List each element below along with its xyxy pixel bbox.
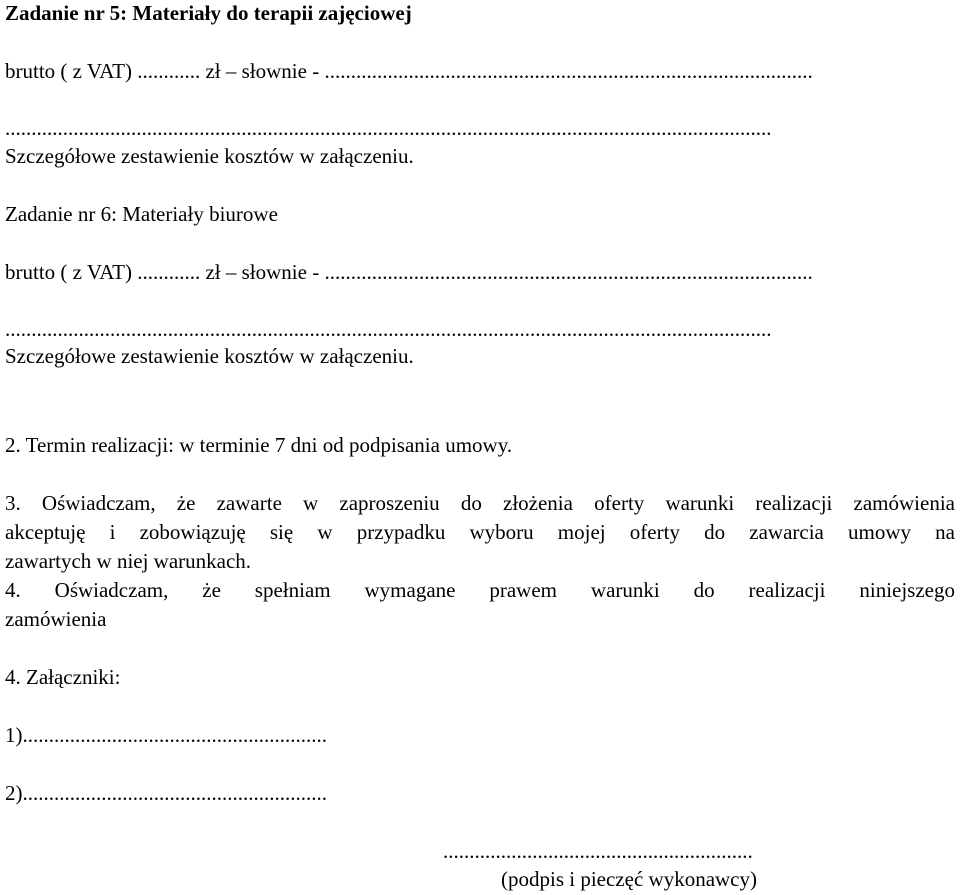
- task6-dots-line: ..................................................................................................................................................: [5, 317, 772, 341]
- attachments-heading: 4. Załączniki:: [5, 665, 121, 689]
- task5-dots-line: ..................................................................................................................................................: [5, 116, 772, 140]
- attachment-item-1: 1)..........................................................: [5, 723, 327, 747]
- section-4-line-1: 4. Oświadczam, że spełniam wymagane prawem warunki do realizacji niniejszego: [5, 578, 955, 602]
- task5-details: Szczegółowe zestawienie kosztów w załączeniu.: [5, 144, 414, 168]
- attachment-item-2: 2)..........................................................: [5, 781, 327, 805]
- signature-dots: ...........................................................: [443, 839, 753, 863]
- task6-price-line: brutto ( z VAT) ............ zł – słownie - .............................................................................................: [5, 260, 813, 284]
- section-3-line-3: zawartych w niej warunkach.: [5, 549, 252, 573]
- signature-caption: (podpis i pieczęć wykonawcy): [501, 867, 757, 891]
- section-3-line-2: akceptuję i zobowiązuję się w przypadku wyboru mojej oferty do zawarcia umowy na: [5, 520, 955, 544]
- section-4-line-2: zamówienia: [5, 607, 107, 631]
- section-2-term: 2. Termin realizacji: w terminie 7 dni od podpisania umowy.: [5, 433, 513, 457]
- task6-details: Szczegółowe zestawienie kosztów w załączeniu.: [5, 344, 414, 368]
- task6-heading: Zadanie nr 6: Materiały biurowe: [5, 202, 278, 226]
- task5-heading: Zadanie nr 5: Materiały do terapii zajęciowej: [5, 1, 412, 25]
- task5-price-line: brutto ( z VAT) ............ zł – słownie - .............................................................................................: [5, 59, 813, 83]
- section-3-line-1: 3. Oświadczam, że zawarte w zaproszeniu do złożenia oferty warunki realizacji zamówienia: [5, 491, 955, 515]
